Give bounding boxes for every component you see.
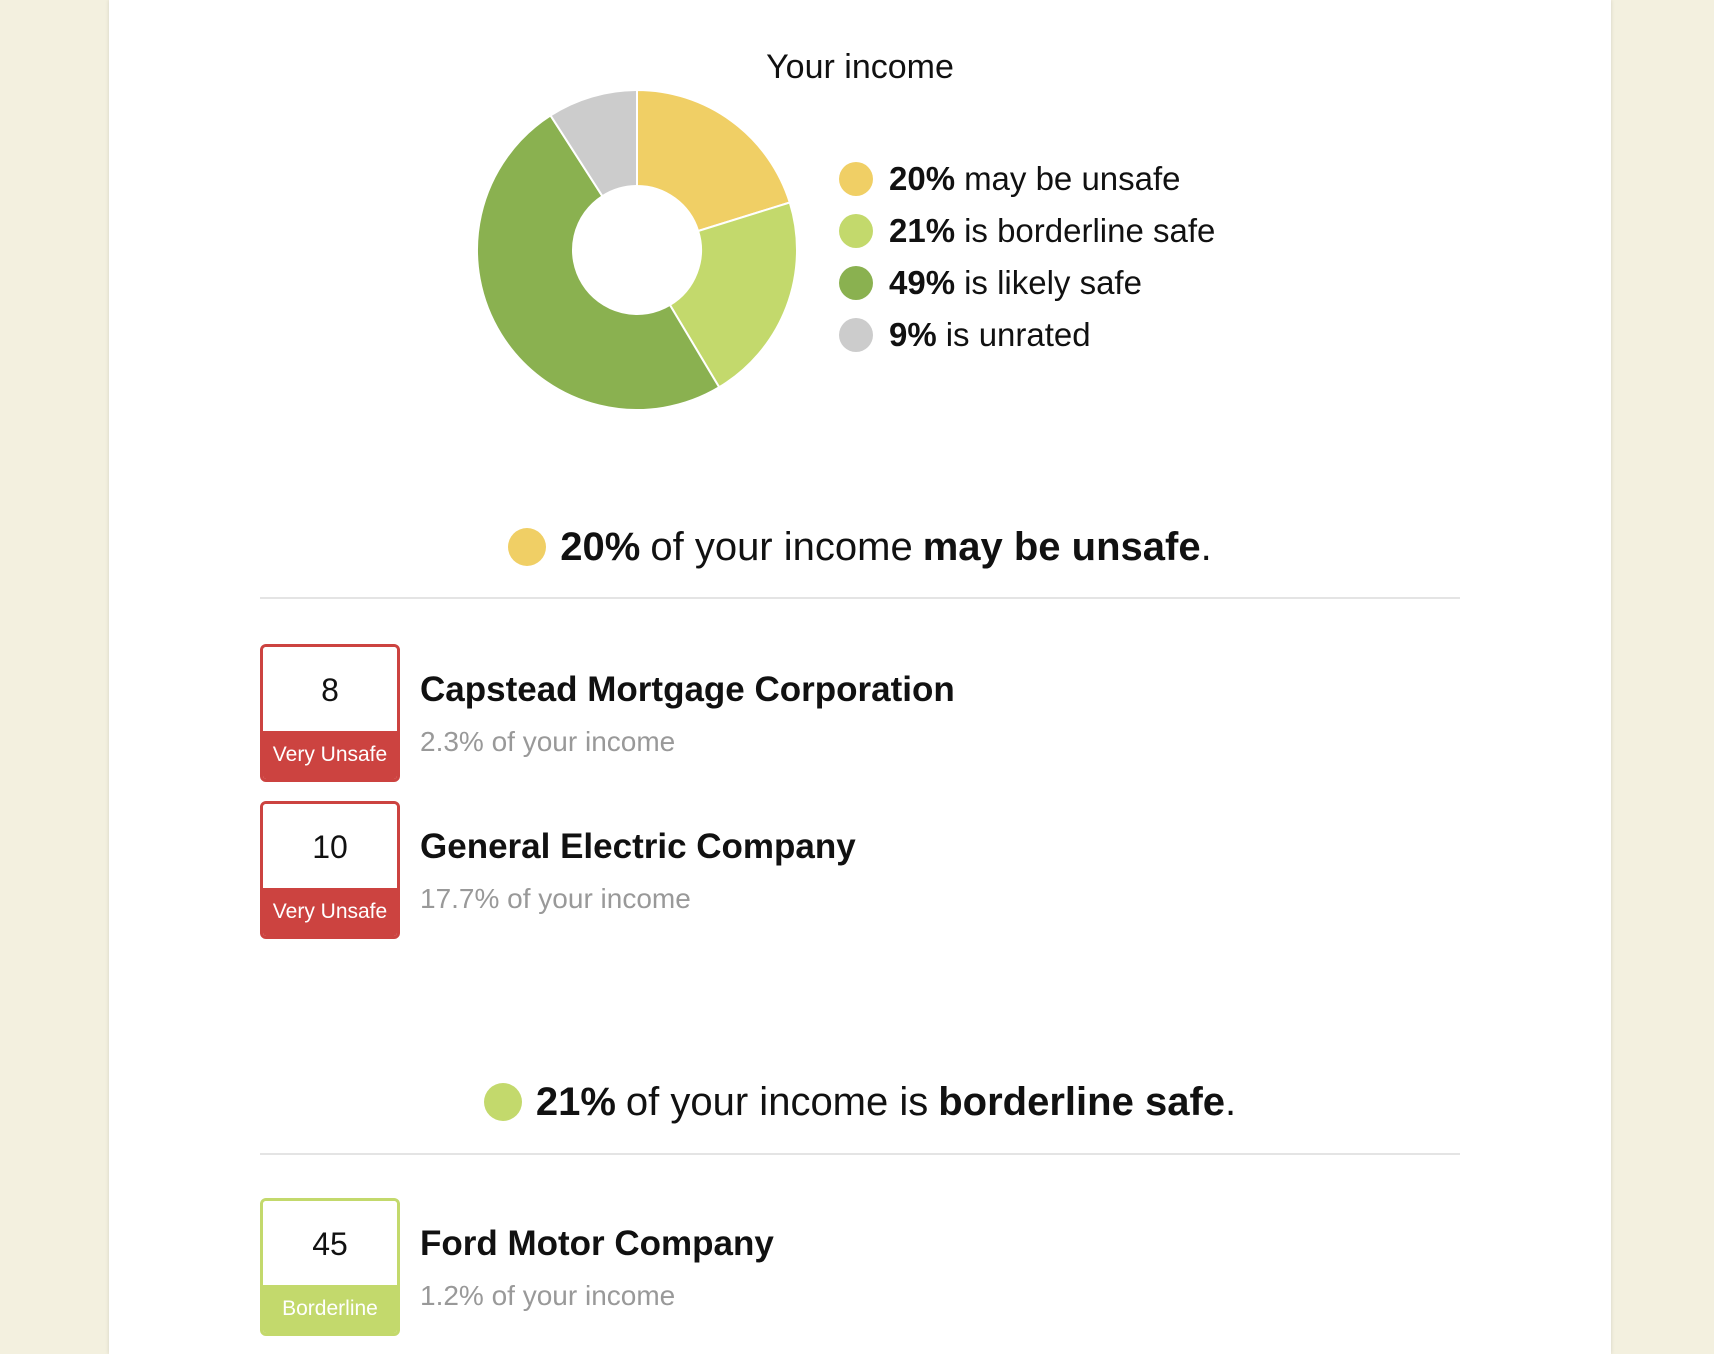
- green-dot-icon: [839, 266, 873, 300]
- section-divider: [260, 1153, 1460, 1155]
- safety-rating: Very Unsafe: [263, 888, 397, 936]
- legend-value: 49%: [889, 264, 956, 301]
- income-donut-chart: [477, 90, 797, 410]
- section-text: of your income: [650, 524, 913, 569]
- section-pct: 20%: [560, 524, 641, 569]
- income-share: 1.2% of your income: [420, 1280, 676, 1311]
- section-period: .: [1200, 524, 1212, 569]
- light-green-dot-icon: [839, 214, 873, 248]
- stock-name[interactable]: Capstead Mortgage Corporation: [420, 670, 955, 709]
- legend-label: is unrated: [945, 316, 1091, 353]
- chart-legend: [839, 153, 1215, 361]
- legend-label: is likely safe: [964, 264, 1142, 301]
- safety-score: 8: [263, 647, 397, 733]
- section-text: of your income is: [625, 1079, 929, 1124]
- legend-label: is borderline safe: [964, 212, 1216, 249]
- section-divider: [260, 597, 1460, 599]
- stock-row[interactable]: [260, 1198, 1260, 1336]
- report-card: [109, 0, 1611, 1354]
- safety-score-badge: [260, 644, 400, 782]
- stock-row[interactable]: [260, 801, 1260, 939]
- light-green-dot-icon: [484, 1083, 522, 1121]
- legend-item-likely-safe: [839, 257, 1215, 309]
- safety-score-badge: [260, 801, 400, 939]
- stock-row[interactable]: [260, 644, 1260, 782]
- legend-value: 20%: [889, 160, 956, 197]
- stock-name[interactable]: General Electric Company: [420, 827, 856, 866]
- safety-rating: Very Unsafe: [263, 731, 397, 779]
- yellow-dot-icon: [508, 528, 546, 566]
- section-period: .: [1225, 1079, 1237, 1124]
- yellow-dot-icon: [839, 162, 873, 196]
- safety-rating: Borderline: [263, 1285, 397, 1333]
- legend-label: may be unsafe: [964, 160, 1181, 197]
- legend-value: 9%: [889, 316, 937, 353]
- stock-name[interactable]: Ford Motor Company: [420, 1224, 774, 1263]
- section-pct: 21%: [535, 1079, 616, 1124]
- chart-title: Your income: [766, 48, 954, 86]
- legend-item-borderline-safe: [839, 205, 1215, 257]
- safety-score: 45: [263, 1201, 397, 1287]
- legend-value: 21%: [889, 212, 956, 249]
- section-heading-may-be-unsafe: [109, 522, 1611, 572]
- gray-dot-icon: [839, 318, 873, 352]
- income-share: 17.7% of your income: [420, 883, 691, 914]
- safety-score: 10: [263, 804, 397, 890]
- section-emphasis: borderline safe: [938, 1079, 1226, 1124]
- income-share: 2.3% of your income: [420, 726, 676, 757]
- legend-item-may-be-unsafe: [839, 153, 1215, 205]
- safety-score-badge: [260, 1198, 400, 1336]
- section-heading-borderline-safe: [109, 1077, 1611, 1127]
- section-emphasis: may be unsafe: [922, 524, 1201, 569]
- legend-item-unrated: [839, 309, 1215, 361]
